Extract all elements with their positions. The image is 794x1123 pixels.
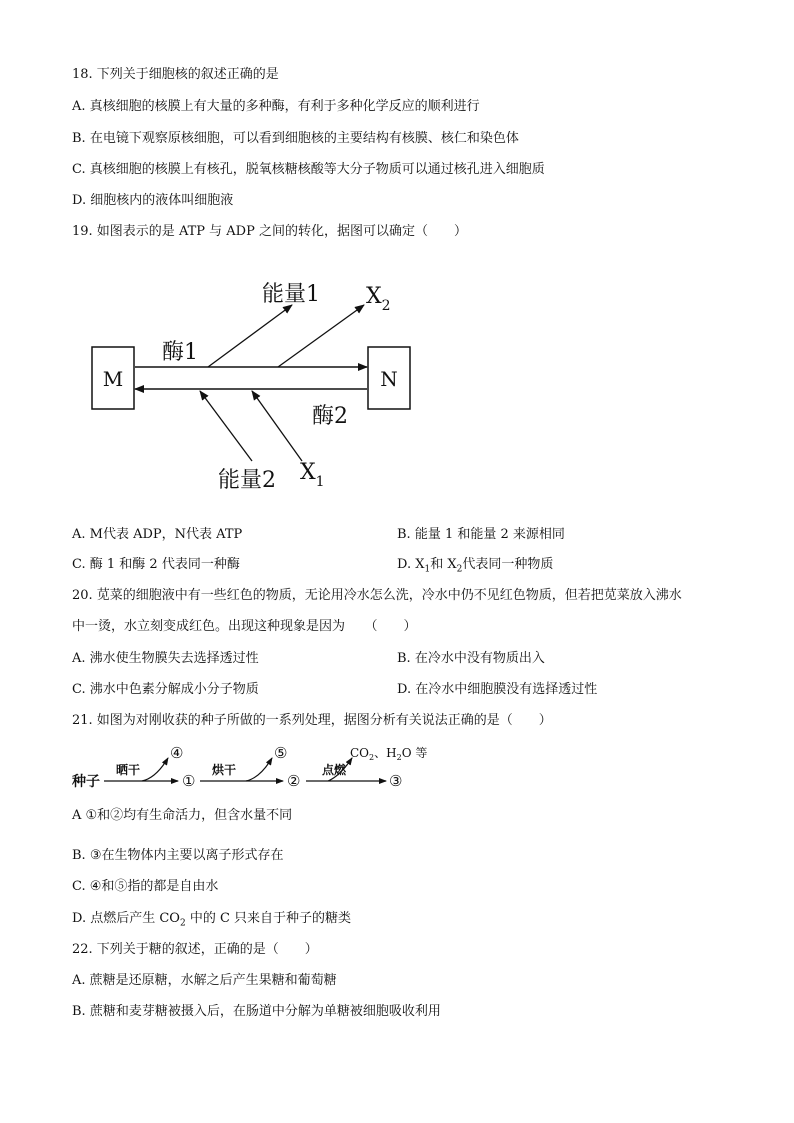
q18-option-b: B. 在电镜下观察原核细胞，可以看到细胞核的主要结构有核膜、核仁和染色体 bbox=[72, 131, 519, 146]
q20-option-d: D. 在冷水中细胞膜没有选择透过性 bbox=[397, 682, 598, 697]
q20-option-c: C. 沸水中色素分解成小分子物质 bbox=[72, 682, 259, 697]
energy2-label: 能量2 bbox=[218, 468, 276, 493]
box-n-label: N bbox=[380, 367, 398, 391]
circle3-label: ③ bbox=[389, 772, 403, 790]
q21-option-c: C. ④和⑤指的都是自由水 bbox=[72, 879, 219, 894]
enzyme1-label: 酶1 bbox=[162, 340, 198, 365]
q18-option-c: C. 真核细胞的核膜上有核孔，脱氧核糖核酸等大分子物质可以通过核孔进入细胞质 bbox=[72, 162, 545, 177]
dry-sun-label: 晒干 bbox=[116, 763, 141, 777]
q20-stem-line2: 中一烫，水立刻变成红色。出现这种现象是因为 （ ） bbox=[72, 619, 417, 634]
q22-option-a: A. 蔗糖是还原糖，水解之后产生果糖和葡萄糖 bbox=[72, 973, 337, 988]
q21-option-d: D. 点燃后产生 $CO_2$ 中的 C 只来自于种子的糖类 bbox=[72, 911, 352, 929]
seed-treatment-diagram bbox=[70, 740, 428, 796]
q18-option-a: A. 真核细胞的核膜上有大量的多种酶，有利于多种化学反应的顺利进行 bbox=[72, 99, 480, 114]
q22-stem: 22. 下列关于糖的叙述，正确的是（ ） bbox=[72, 942, 318, 957]
q21-option-a: A ①和②均有生命活力，但含水量不同 bbox=[72, 808, 293, 823]
circle1-label: ① bbox=[182, 772, 196, 790]
box-m-label: M bbox=[102, 367, 124, 391]
dry-oven-label: 烘干 bbox=[212, 763, 237, 777]
q22-option-b: B. 蔗糖和麦芽糖被摄入后，在肠道中分解为单糖被细胞吸收利用 bbox=[72, 1004, 441, 1019]
ignite-label: 点燃 bbox=[322, 763, 347, 777]
q19-option-a: A. M代表 ADP，N代表 ATP bbox=[72, 527, 243, 542]
x2-label: $X_2$ bbox=[366, 284, 391, 314]
q21-stem: 21. 如图为对刚收获的种子所做的一系列处理，据图分析有关说法正确的是（ ） bbox=[72, 713, 552, 728]
arrow-x1 bbox=[252, 391, 302, 461]
q19-option-d: D. $X_1$和 $X_2$代表同一种物质 bbox=[397, 557, 554, 575]
arrow-branch-4 bbox=[142, 758, 168, 781]
q21-option-b: B. ③在生物体内主要以离子形式存在 bbox=[72, 848, 284, 863]
q20-option-a: A. 沸水使生物膜失去选择透过性 bbox=[72, 651, 259, 666]
atp-adp-diagram bbox=[80, 265, 420, 500]
q19-option-c: C. 酶 1 和酶 2 代表同一种酶 bbox=[72, 557, 240, 572]
q20-stem-line1: 20. 苋菜的细胞液中有一些红色的物质，无论用冷水怎么洗，冷水中仍不见红色物质，但若把苋菜放入沸水 bbox=[72, 588, 682, 603]
q18-option-d: D. 细胞核内的液体叫细胞液 bbox=[72, 193, 234, 208]
arrow-energy1 bbox=[208, 305, 292, 367]
energy1-label: 能量1 bbox=[262, 282, 320, 307]
x1-label: $X_1$ bbox=[300, 460, 325, 490]
arrow-branch-5 bbox=[246, 758, 272, 781]
q18-stem: 18. 下列关于细胞核的叙述正确的是 bbox=[72, 67, 279, 82]
circle4-label: ④ bbox=[170, 744, 184, 762]
seed-label: 种子 bbox=[72, 774, 100, 790]
q20-option-b: B. 在冷水中没有物质出入 bbox=[397, 651, 545, 666]
circle5-label: ⑤ bbox=[274, 744, 288, 762]
products-label: $CO_2$、$H_2O$ 等 bbox=[350, 746, 428, 762]
enzyme2-label: 酶2 bbox=[312, 404, 348, 429]
arrow-energy2 bbox=[200, 391, 252, 461]
q19-option-b: B. 能量 1 和能量 2 来源相同 bbox=[397, 527, 565, 542]
circle2-label: ② bbox=[287, 772, 301, 790]
arrow-x2 bbox=[278, 305, 364, 367]
q19-stem: 19. 如图表示的是 ATP 与 ADP 之间的转化，据图可以确定（ ） bbox=[72, 224, 467, 239]
